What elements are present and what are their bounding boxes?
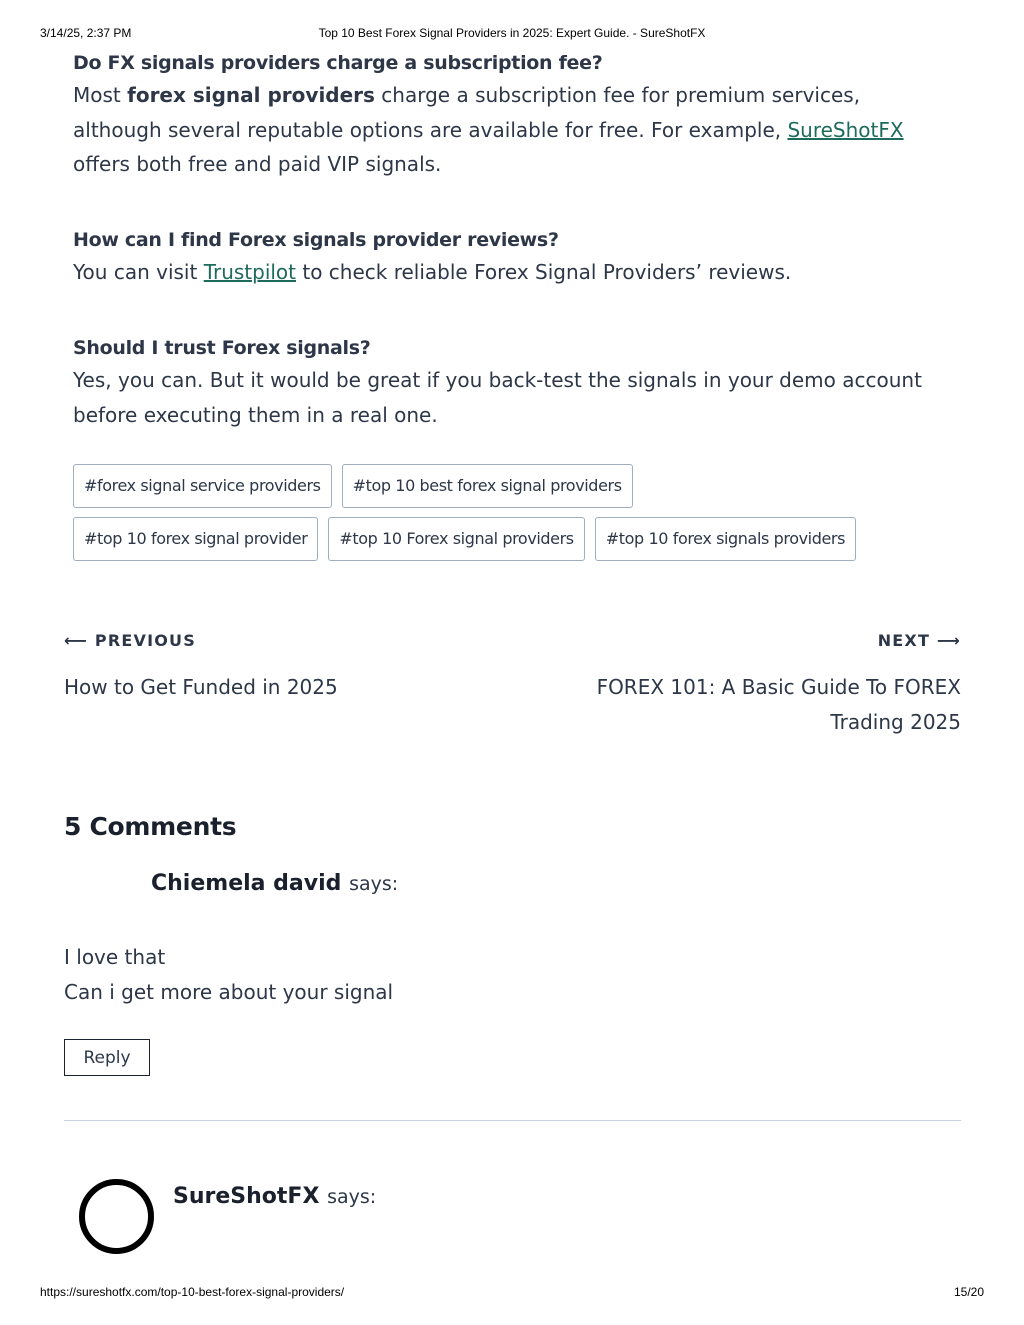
answer-text: Most xyxy=(73,83,128,107)
comment-line: I love that xyxy=(64,945,166,969)
tag-link[interactable]: #top 10 forex signals providers xyxy=(595,517,856,561)
answer-text: charge a subscription fee for premium services, although several reputable options are available for free. For example, xyxy=(73,83,861,142)
faq-question: How can I find Forex signals provider reviews? xyxy=(73,229,559,251)
faq-answer: Yes, you can. But it would be great if you back-test the signals in your demo account before executing them in a real one. xyxy=(73,368,922,427)
answer-text: offers both free and paid VIP signals. xyxy=(73,152,442,176)
next-post-title[interactable]: FOREX 101: A Basic Guide To FOREX Trading 2025 xyxy=(596,675,961,734)
print-page-number: 15/20 xyxy=(953,1285,984,1299)
faq-item xyxy=(73,227,953,290)
print-header xyxy=(0,26,1024,42)
answer-text: You can visit xyxy=(73,260,204,284)
arrow-right-icon: ⟶ xyxy=(936,631,961,650)
tag-link[interactable]: #top 10 best forex signal providers xyxy=(342,464,633,508)
print-footer xyxy=(0,1285,1024,1301)
says-label: says: xyxy=(349,873,399,895)
previous-label: PREVIOUS xyxy=(94,631,196,650)
comment-author-name[interactable]: SureShotFX xyxy=(173,1184,320,1209)
comment-author xyxy=(151,871,398,896)
faq-question: Should I trust Forex signals? xyxy=(73,337,371,359)
sureshotfx-link[interactable]: SureShotFX xyxy=(787,117,904,142)
comment-author-name[interactable]: Chiemela david xyxy=(151,871,342,896)
faq-item xyxy=(73,335,953,432)
print-datetime: 3/14/25, 2:37 PM xyxy=(40,26,132,40)
print-url: https://sureshotfx.com/top-10-best-forex-signal-providers/ xyxy=(40,1285,345,1299)
faq-item xyxy=(73,50,953,182)
answer-bold-text: forex signal providers xyxy=(127,83,375,107)
faq-question: Do FX signals providers charge a subscription fee? xyxy=(73,52,603,74)
arrow-left-icon: ⟵ xyxy=(64,631,89,650)
comments-heading: 5 Comments xyxy=(64,812,237,841)
tag-list xyxy=(73,464,953,570)
next-post-link[interactable] xyxy=(541,630,961,740)
previous-post-title[interactable]: How to Get Funded in 2025 xyxy=(64,675,338,699)
says-label: says: xyxy=(327,1186,377,1208)
comment-line: Can i get more about your signal xyxy=(64,979,394,1004)
faq-answer xyxy=(73,78,953,182)
tag-link[interactable]: #forex signal service providers xyxy=(73,464,332,508)
faq-answer xyxy=(73,255,953,290)
tag-link[interactable]: #top 10 Forex signal providers xyxy=(328,517,584,561)
trustpilot-link[interactable]: Trustpilot xyxy=(203,260,297,284)
comment-divider xyxy=(64,1120,961,1121)
avatar xyxy=(79,1179,154,1254)
answer-text: to check reliable Forex Signal Providers’ reviews. xyxy=(296,260,792,284)
previous-post-link[interactable] xyxy=(64,630,338,705)
print-page-title: Top 10 Best Forex Signal Providers in 2025: Expert Guide. - SureShotFX xyxy=(318,26,706,40)
comment-content xyxy=(64,940,393,1009)
comment-author xyxy=(173,1184,376,1209)
tag-link[interactable]: #top 10 forex signal provider xyxy=(73,517,318,561)
reply-button[interactable]: Reply xyxy=(64,1039,150,1076)
next-label: NEXT xyxy=(877,631,931,650)
